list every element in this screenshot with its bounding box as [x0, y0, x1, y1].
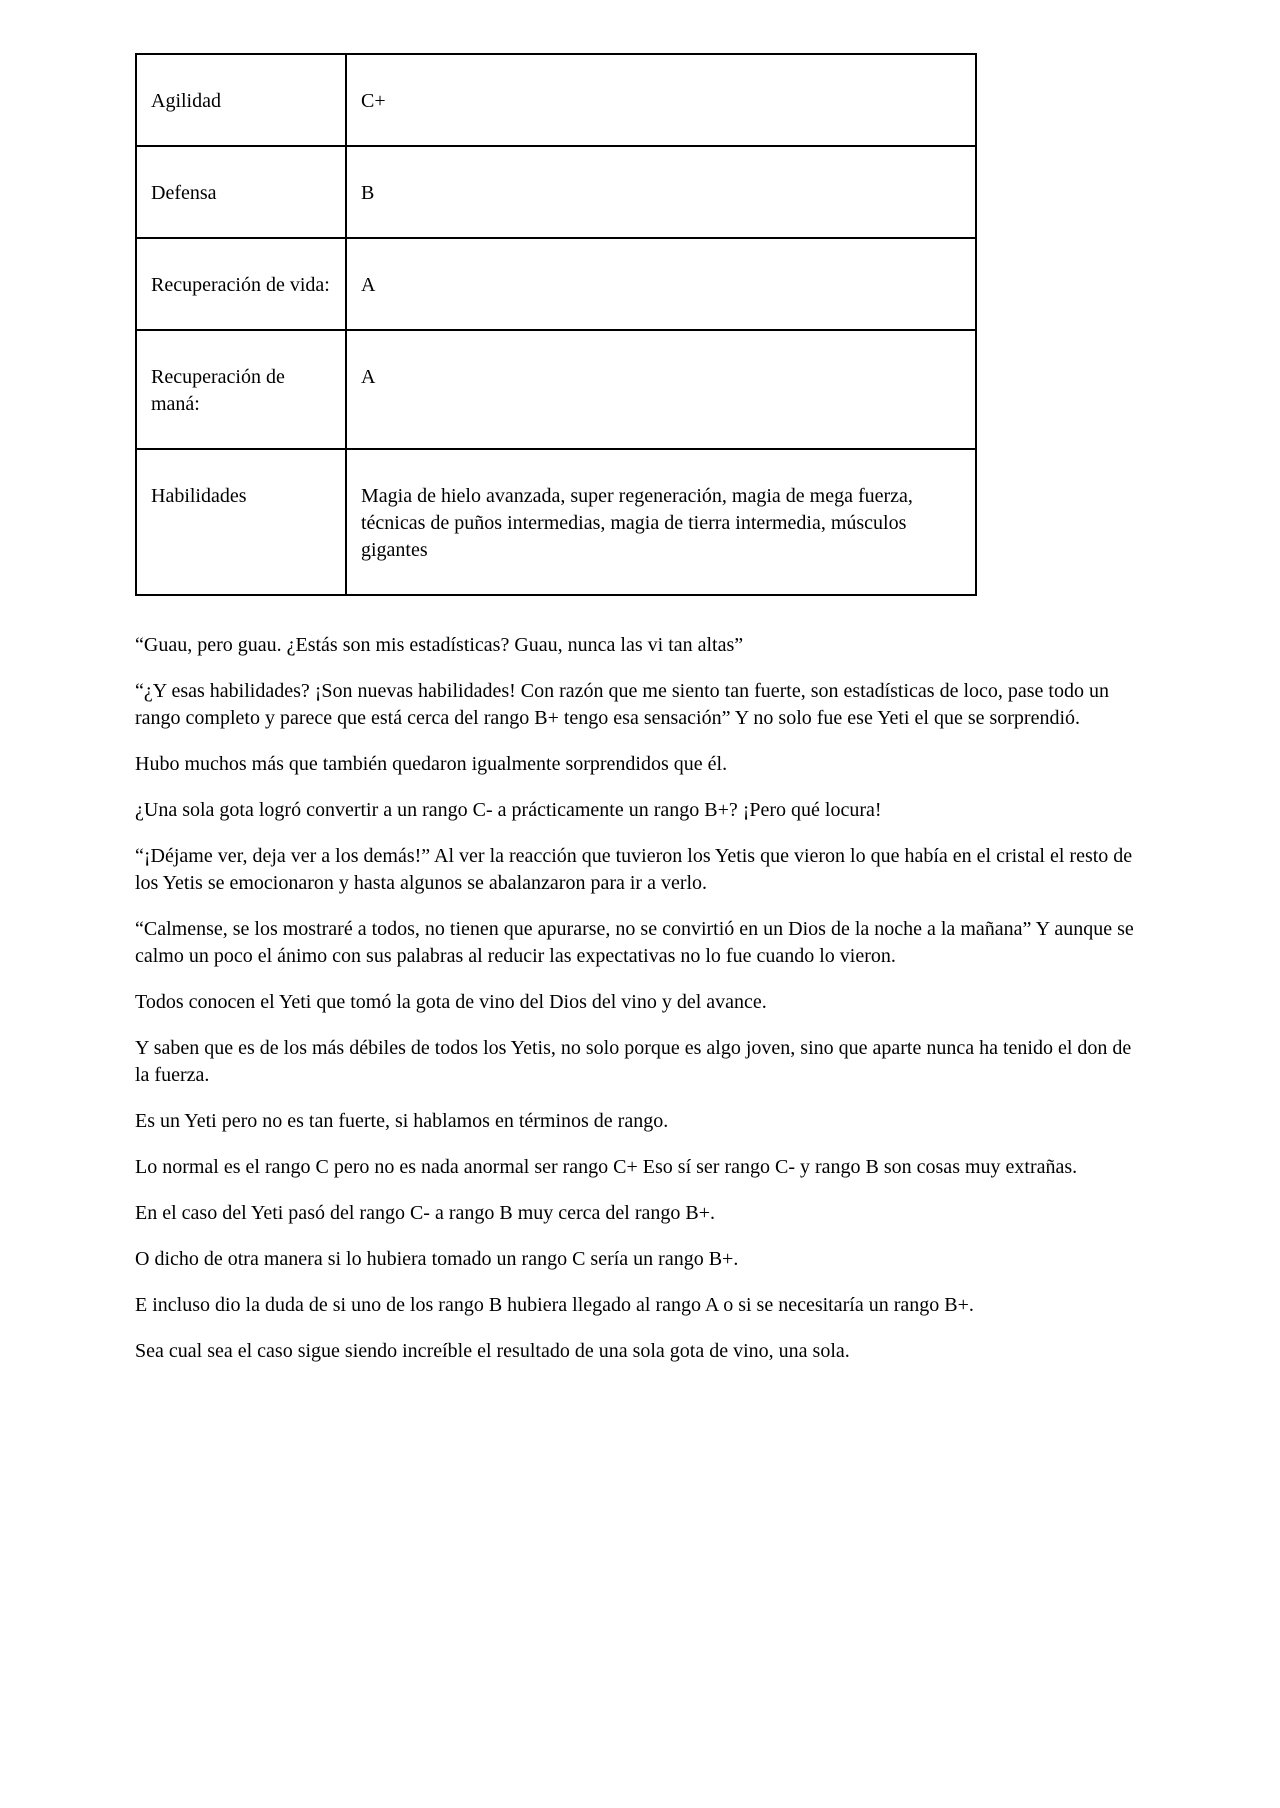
- stat-value-cell: B: [346, 146, 976, 238]
- paragraph: ¿Una sola gota logró convertir a un rango C- a prácticamente un rango B+? ¡Pero qué locura!: [135, 799, 882, 821]
- paragraph: Lo normal es el rango C pero no es nada anormal ser rango C+ Eso sí ser rango C- y rango B son cosas muy extrañas.: [135, 1156, 1078, 1178]
- stat-value-cell: A: [346, 238, 976, 330]
- stat-label-cell: Habilidades: [136, 449, 346, 595]
- paragraph: O dicho de otra manera si lo hubiera tomado un rango C sería un rango B+.: [135, 1248, 739, 1270]
- stat-label-cell: Agilidad: [136, 54, 346, 146]
- paragraph: Todos conocen el Yeti que tomó la gota de vino del Dios del vino y del avance.: [135, 991, 767, 1013]
- table-row: [136, 146, 976, 238]
- paragraph: Y saben que es de los más débiles de todos los Yetis, no solo porque es algo joven, sino que aparte nunca ha tenido el don de la fuerza.: [135, 1037, 1132, 1086]
- story-text: [135, 632, 1145, 1365]
- stats-table: [135, 53, 977, 596]
- stat-value-cell: C+: [346, 54, 976, 146]
- paragraph: Es un Yeti pero no es tan fuerte, si hablamos en términos de rango.: [135, 1110, 669, 1132]
- paragraph: “¡Déjame ver, deja ver a los demás!” Al ver la reacción que tuvieron los Yetis que vieron lo que había en el cristal el resto de los Yetis se emocionaron y hasta algunos se abalanzaron para ir a verlo.: [135, 845, 1133, 894]
- stat-value-cell: Magia de hielo avanzada, super regeneración, magia de mega fuerza, técnicas de puños intermedias, magia de tierra intermedia, músculos gigantes: [346, 449, 976, 595]
- table-row: [136, 449, 976, 595]
- table-row: [136, 330, 976, 449]
- paragraph: “Calmense, se los mostraré a todos, no tienen que apurarse, no se convirtió en un Dios de la noche a la mañana” Y aunque se calmo un poco el ánimo con sus palabras al reducir las expectativas no lo fue cuando lo vieron.: [135, 918, 1134, 967]
- paragraph: En el caso del Yeti pasó del rango C- a rango B muy cerca del rango B+.: [135, 1202, 716, 1224]
- stat-label-cell: Recuperación de maná:: [136, 330, 346, 449]
- stat-value-cell: A: [346, 330, 976, 449]
- paragraph: E incluso dio la duda de si uno de los rango B hubiera llegado al rango A o si se necesitaría un rango B+.: [135, 1294, 974, 1316]
- paragraph: “¿Y esas habilidades? ¡Son nuevas habilidades! Con razón que me siento tan fuerte, son estadísticas de loco, pase todo un rango completo y parece que está cerca del rango B+ tengo esa sensación” Y no solo fue ese Yeti el que se sorprendió.: [135, 680, 1109, 729]
- table-row: [136, 54, 976, 146]
- paragraph: Hubo muchos más que también quedaron igualmente sorprendidos que él.: [135, 753, 728, 775]
- stat-label-cell: Recuperación de vida:: [136, 238, 346, 330]
- paragraph: “Guau, pero guau. ¿Estás son mis estadísticas? Guau, nunca las vi tan altas”: [135, 634, 744, 656]
- stat-label-cell: Defensa: [136, 146, 346, 238]
- paragraph: Sea cual sea el caso sigue siendo increíble el resultado de una sola gota de vino, una sola.: [135, 1340, 850, 1362]
- table-row: [136, 238, 976, 330]
